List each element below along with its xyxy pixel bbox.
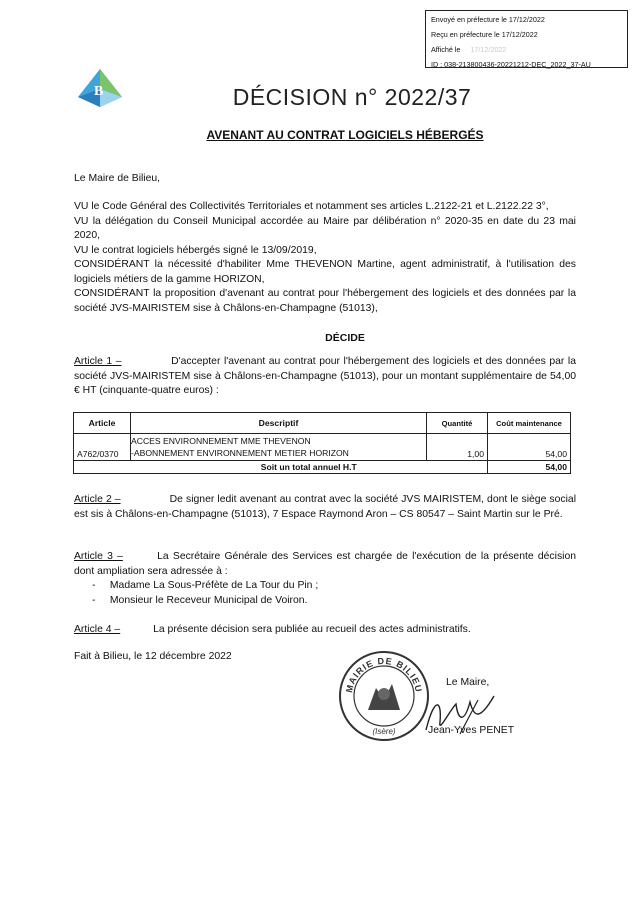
list-item: - Monsieur le Receveur Municipal de Voiron. — [92, 594, 308, 606]
article-4-text: La présente décision sera publiée au recueil des actes administratifs. — [153, 624, 471, 635]
table-header-row — [74, 413, 571, 434]
total-label: Soit un total annuel H.T — [131, 461, 488, 474]
article-2 — [74, 493, 576, 522]
stamp-id: ID : 038-213800436-20221212-DEC_2022_37-AU — [431, 60, 591, 69]
table-header-descriptif: Descriptif — [131, 413, 427, 434]
svg-text:(Isère): (Isère) — [372, 727, 396, 736]
table-header-article: Article — [74, 413, 131, 434]
prefecture-stamp — [425, 10, 628, 68]
consideration-5: CONSIDÉRANT la proposition d'avenant au contrat pour l'hébergement des logiciels et des données par la société JVS-MAIRISTEM sise à Châlons-en-Champagne (51013), — [74, 288, 576, 314]
article-2-label: Article 2 – — [74, 494, 121, 505]
stamp-posted-label: Affiché le — [431, 45, 461, 54]
contract-table — [73, 412, 571, 474]
list-item: - Madame La Sous-Préfète de La Tour du Pin ; — [92, 580, 319, 591]
page-title: DÉCISION n° 2022/37 — [232, 84, 472, 110]
stamp-sent: Envoyé en préfecture le 17/12/2022 — [431, 15, 545, 24]
considerations — [74, 200, 576, 316]
article-1-text: D'accepter l'avenant au contrat pour l'hébergement des logiciels et des données par la société JVS-MAIRISTEM sise à Châlons-en-Champagne (51013), pour un montant supplémentaire de 54,00 € HT (cinquante-quatre euros) : — [74, 356, 576, 396]
consideration-1: VU le Code Général des Collectivités Territoriales et notamment ses articles L.2122-21 et L.2122.22 3°, — [74, 201, 549, 212]
svg-text:B: B — [94, 84, 104, 99]
table-header-quantite: Quantité — [427, 413, 488, 434]
stamp-received: Reçu en préfecture le 17/12/2022 — [431, 30, 538, 39]
consideration-4: CONSIDÉRANT la nécessité d'habiliter Mme THEVENON Martine, agent administratif, à l'utilisation des logiciels métiers de la gamme HORIZON, — [74, 259, 576, 285]
row-descriptif — [131, 434, 427, 461]
article-3-label: Article 3 – — [74, 551, 123, 562]
place-date: Fait à Bilieu, le 12 décembre 2022 — [74, 651, 232, 662]
mayor-name: Jean-Yves PENET — [428, 725, 515, 736]
consideration-2: VU la délégation du Conseil Municipal accordée au Maire par délibération n° 2020-35 en date du 23 mai 2020, — [74, 215, 576, 241]
table-total-row — [74, 461, 571, 474]
recipients-list — [92, 579, 492, 608]
svg-text:MAIRIE DE BILIEU: MAIRIE DE BILIEU — [344, 655, 424, 694]
row-article: A762/0370 — [74, 434, 131, 461]
mayor-intro: Le Maire de Bilieu, — [74, 173, 161, 184]
article-3-text: La Secrétaire Générale des Services est chargée de l'exécution de la présente décision dont ampliation sera adressée à : — [74, 551, 576, 577]
table-header-cout: Coût maintenance — [488, 413, 571, 434]
row-cost: 54,00 — [488, 434, 571, 461]
row-desc-line1: ACCES ENVIRONNEMENT MME THEVENON — [131, 436, 311, 446]
article-1-label: Article 1 – — [74, 356, 122, 367]
mairie-seal — [338, 650, 430, 742]
signature-role: Le Maire, — [446, 677, 490, 688]
total-value: 54,00 — [488, 461, 571, 474]
article-2-text: De signer ledit avenant au contrat avec la société JVS MAIRISTEM, dont le siège social est sis à Châlons-en-Champagne (51013), 7 Espace Raymond Aron – CS 80547 – Saint Martin sur le Pré. — [74, 494, 576, 520]
stamp-posted-value: 17/12/2022 — [470, 45, 507, 54]
row-quantity: 1,00 — [427, 434, 488, 461]
page-subtitle: AVENANT AU CONTRAT LOGICIELS HÉBERGÉS — [206, 128, 484, 142]
decide-heading: DÉCIDE — [325, 332, 365, 344]
consideration-3: VU le contrat logiciels hébergés signé le 13/09/2019, — [74, 244, 317, 256]
table-row — [74, 434, 571, 461]
article-1 — [74, 355, 576, 399]
row-desc-line2: -ABONNEMENT ENVIRONNEMENT METIER HORIZON — [131, 448, 349, 458]
article-4-label: Article 4 – — [74, 624, 121, 635]
article-4 — [74, 623, 576, 638]
article-3 — [74, 550, 576, 579]
